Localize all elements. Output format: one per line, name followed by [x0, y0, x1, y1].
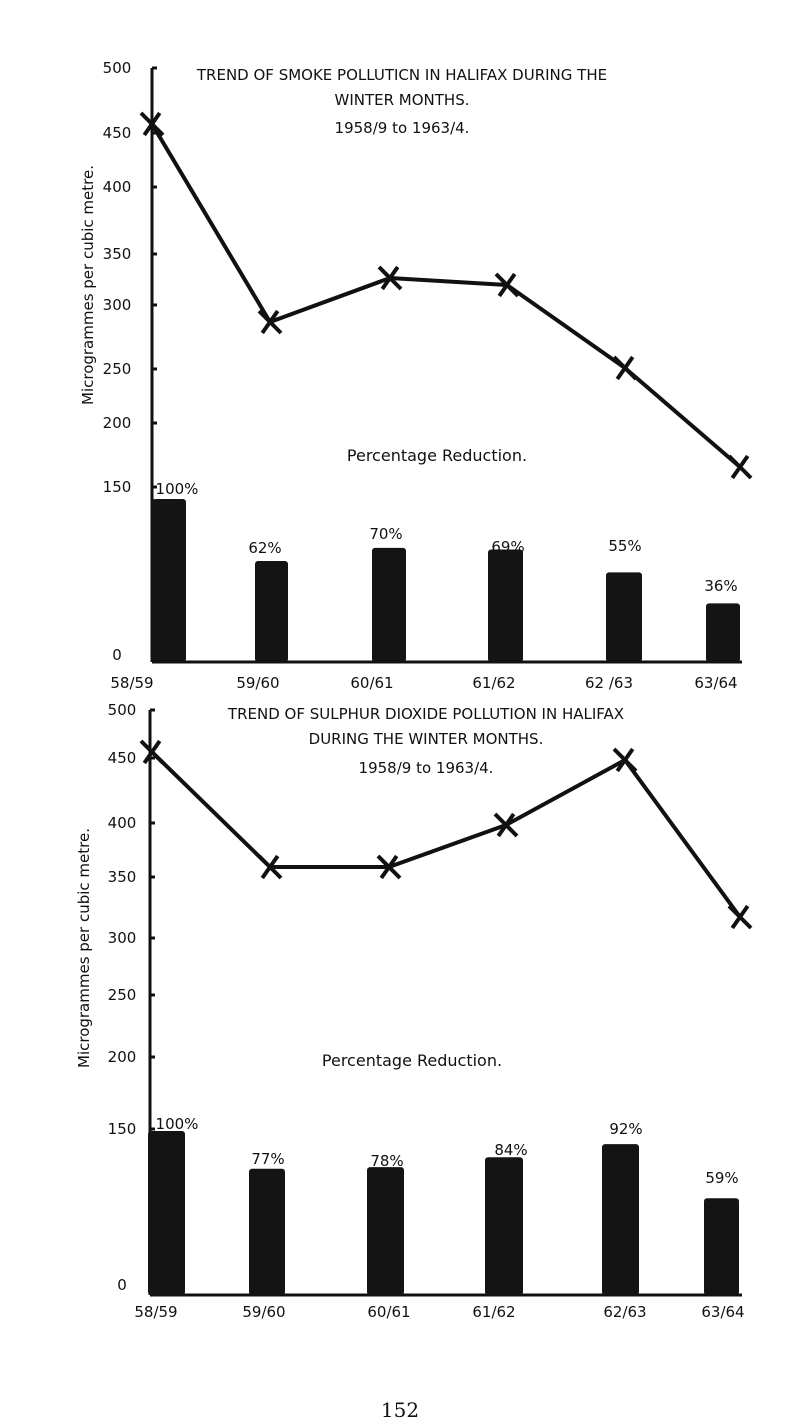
- x-category-label: 60/61: [350, 674, 394, 692]
- x-category-label: 59/60: [236, 674, 280, 692]
- data-point-marker: [495, 814, 517, 836]
- y-tick-label: 200: [102, 414, 132, 432]
- bar-percent-label: 92%: [609, 1120, 643, 1138]
- y-tick-label: 450: [107, 749, 137, 767]
- chart-title-line: TREND OF SULPHUR DIOXIDE POLLUTION IN HALIFAX: [227, 705, 625, 723]
- percentage-bar: [606, 572, 642, 662]
- data-point-marker: [729, 456, 751, 478]
- y-tick-label: 400: [107, 814, 137, 832]
- y-tick-label: 250: [107, 986, 137, 1004]
- y-tick-label: 500: [107, 701, 137, 719]
- series-line: [152, 124, 740, 467]
- y-axis-label: Microgrammes per cubic metre.: [79, 165, 97, 405]
- x-category-label: 61/62: [472, 674, 516, 692]
- data-point-marker: [729, 906, 751, 928]
- y-tick-label: 350: [102, 245, 132, 263]
- y-tick-label: 300: [107, 929, 137, 947]
- y-tick-label: 0: [117, 1276, 127, 1294]
- bar-percent-label: 84%: [494, 1141, 528, 1159]
- y-tick-label: 350: [107, 868, 137, 886]
- bar-percent-label: 69%: [491, 538, 525, 556]
- percentage-bar: [372, 548, 406, 662]
- percentage-bar: [255, 561, 288, 662]
- bar-percent-label: 62%: [248, 539, 282, 557]
- y-axis-label: Microgrammes per cubic metre.: [75, 828, 93, 1068]
- bar-percent-label: 100%: [155, 480, 199, 498]
- x-category-label: 61/62: [472, 1303, 516, 1321]
- y-tick-label: 250: [102, 360, 132, 378]
- percentage-bar: [148, 1131, 185, 1295]
- y-tick-label: 300: [102, 296, 132, 314]
- percentage-bar: [602, 1144, 639, 1295]
- bar-percent-label: 70%: [369, 525, 403, 543]
- y-tick-label: 450: [102, 124, 132, 142]
- bar-percent-label: 78%: [370, 1152, 404, 1170]
- x-category-label: 63/64: [694, 674, 738, 692]
- data-point-marker: [259, 311, 281, 333]
- bar-percent-label: 36%: [704, 577, 738, 595]
- y-tick-label: 150: [107, 1120, 137, 1138]
- bar-percent-label: 77%: [251, 1150, 285, 1168]
- x-category-label: 58/59: [134, 1303, 178, 1321]
- percentage-bar: [485, 1157, 523, 1295]
- chart-title-line: WINTER MONTHS.: [334, 91, 470, 109]
- y-tick-label: 150: [102, 478, 132, 496]
- x-category-label: 62 /63: [585, 674, 633, 692]
- x-category-label: 58/59: [110, 674, 154, 692]
- chart-title-line: TREND OF SMOKE POLLUTICN IN HALIFAX DURING THE: [196, 66, 608, 84]
- y-tick-label: 500: [102, 59, 132, 77]
- y-tick-label: 200: [107, 1048, 137, 1066]
- chart-title-line: 1958/9 to 1963/4.: [358, 759, 494, 777]
- chart-title-line: 1958/9 to 1963/4.: [334, 119, 470, 137]
- x-category-label: 59/60: [242, 1303, 286, 1321]
- bar-percent-label: 100%: [155, 1115, 199, 1133]
- percentage-bar: [249, 1169, 285, 1295]
- percentage-bar: [367, 1167, 404, 1295]
- data-point-marker: [614, 357, 636, 379]
- percentage-bar: [706, 603, 740, 662]
- page-number: 152: [380, 1398, 420, 1422]
- data-point-marker: [614, 749, 636, 771]
- percentage-bar: [704, 1198, 739, 1295]
- x-category-label: 62/63: [603, 1303, 647, 1321]
- data-point-marker: [141, 741, 163, 763]
- sulphur-dioxide-chart: [0, 695, 800, 1395]
- percentage-bar: [488, 550, 523, 662]
- percentage-reduction-label: Percentage Reduction.: [346, 446, 528, 465]
- smoke-pollution-chart: [0, 0, 800, 695]
- x-category-label: 63/64: [701, 1303, 745, 1321]
- y-tick-label: 400: [102, 178, 132, 196]
- bar-percent-label: 55%: [608, 537, 642, 555]
- percentage-bar: [152, 499, 186, 662]
- x-category-label: 60/61: [367, 1303, 411, 1321]
- chart-title-line: DURING THE WINTER MONTHS.: [308, 730, 544, 748]
- bar-percent-label: 59%: [705, 1169, 739, 1187]
- y-tick-label: 0: [112, 646, 122, 664]
- percentage-reduction-label: Percentage Reduction.: [321, 1051, 503, 1070]
